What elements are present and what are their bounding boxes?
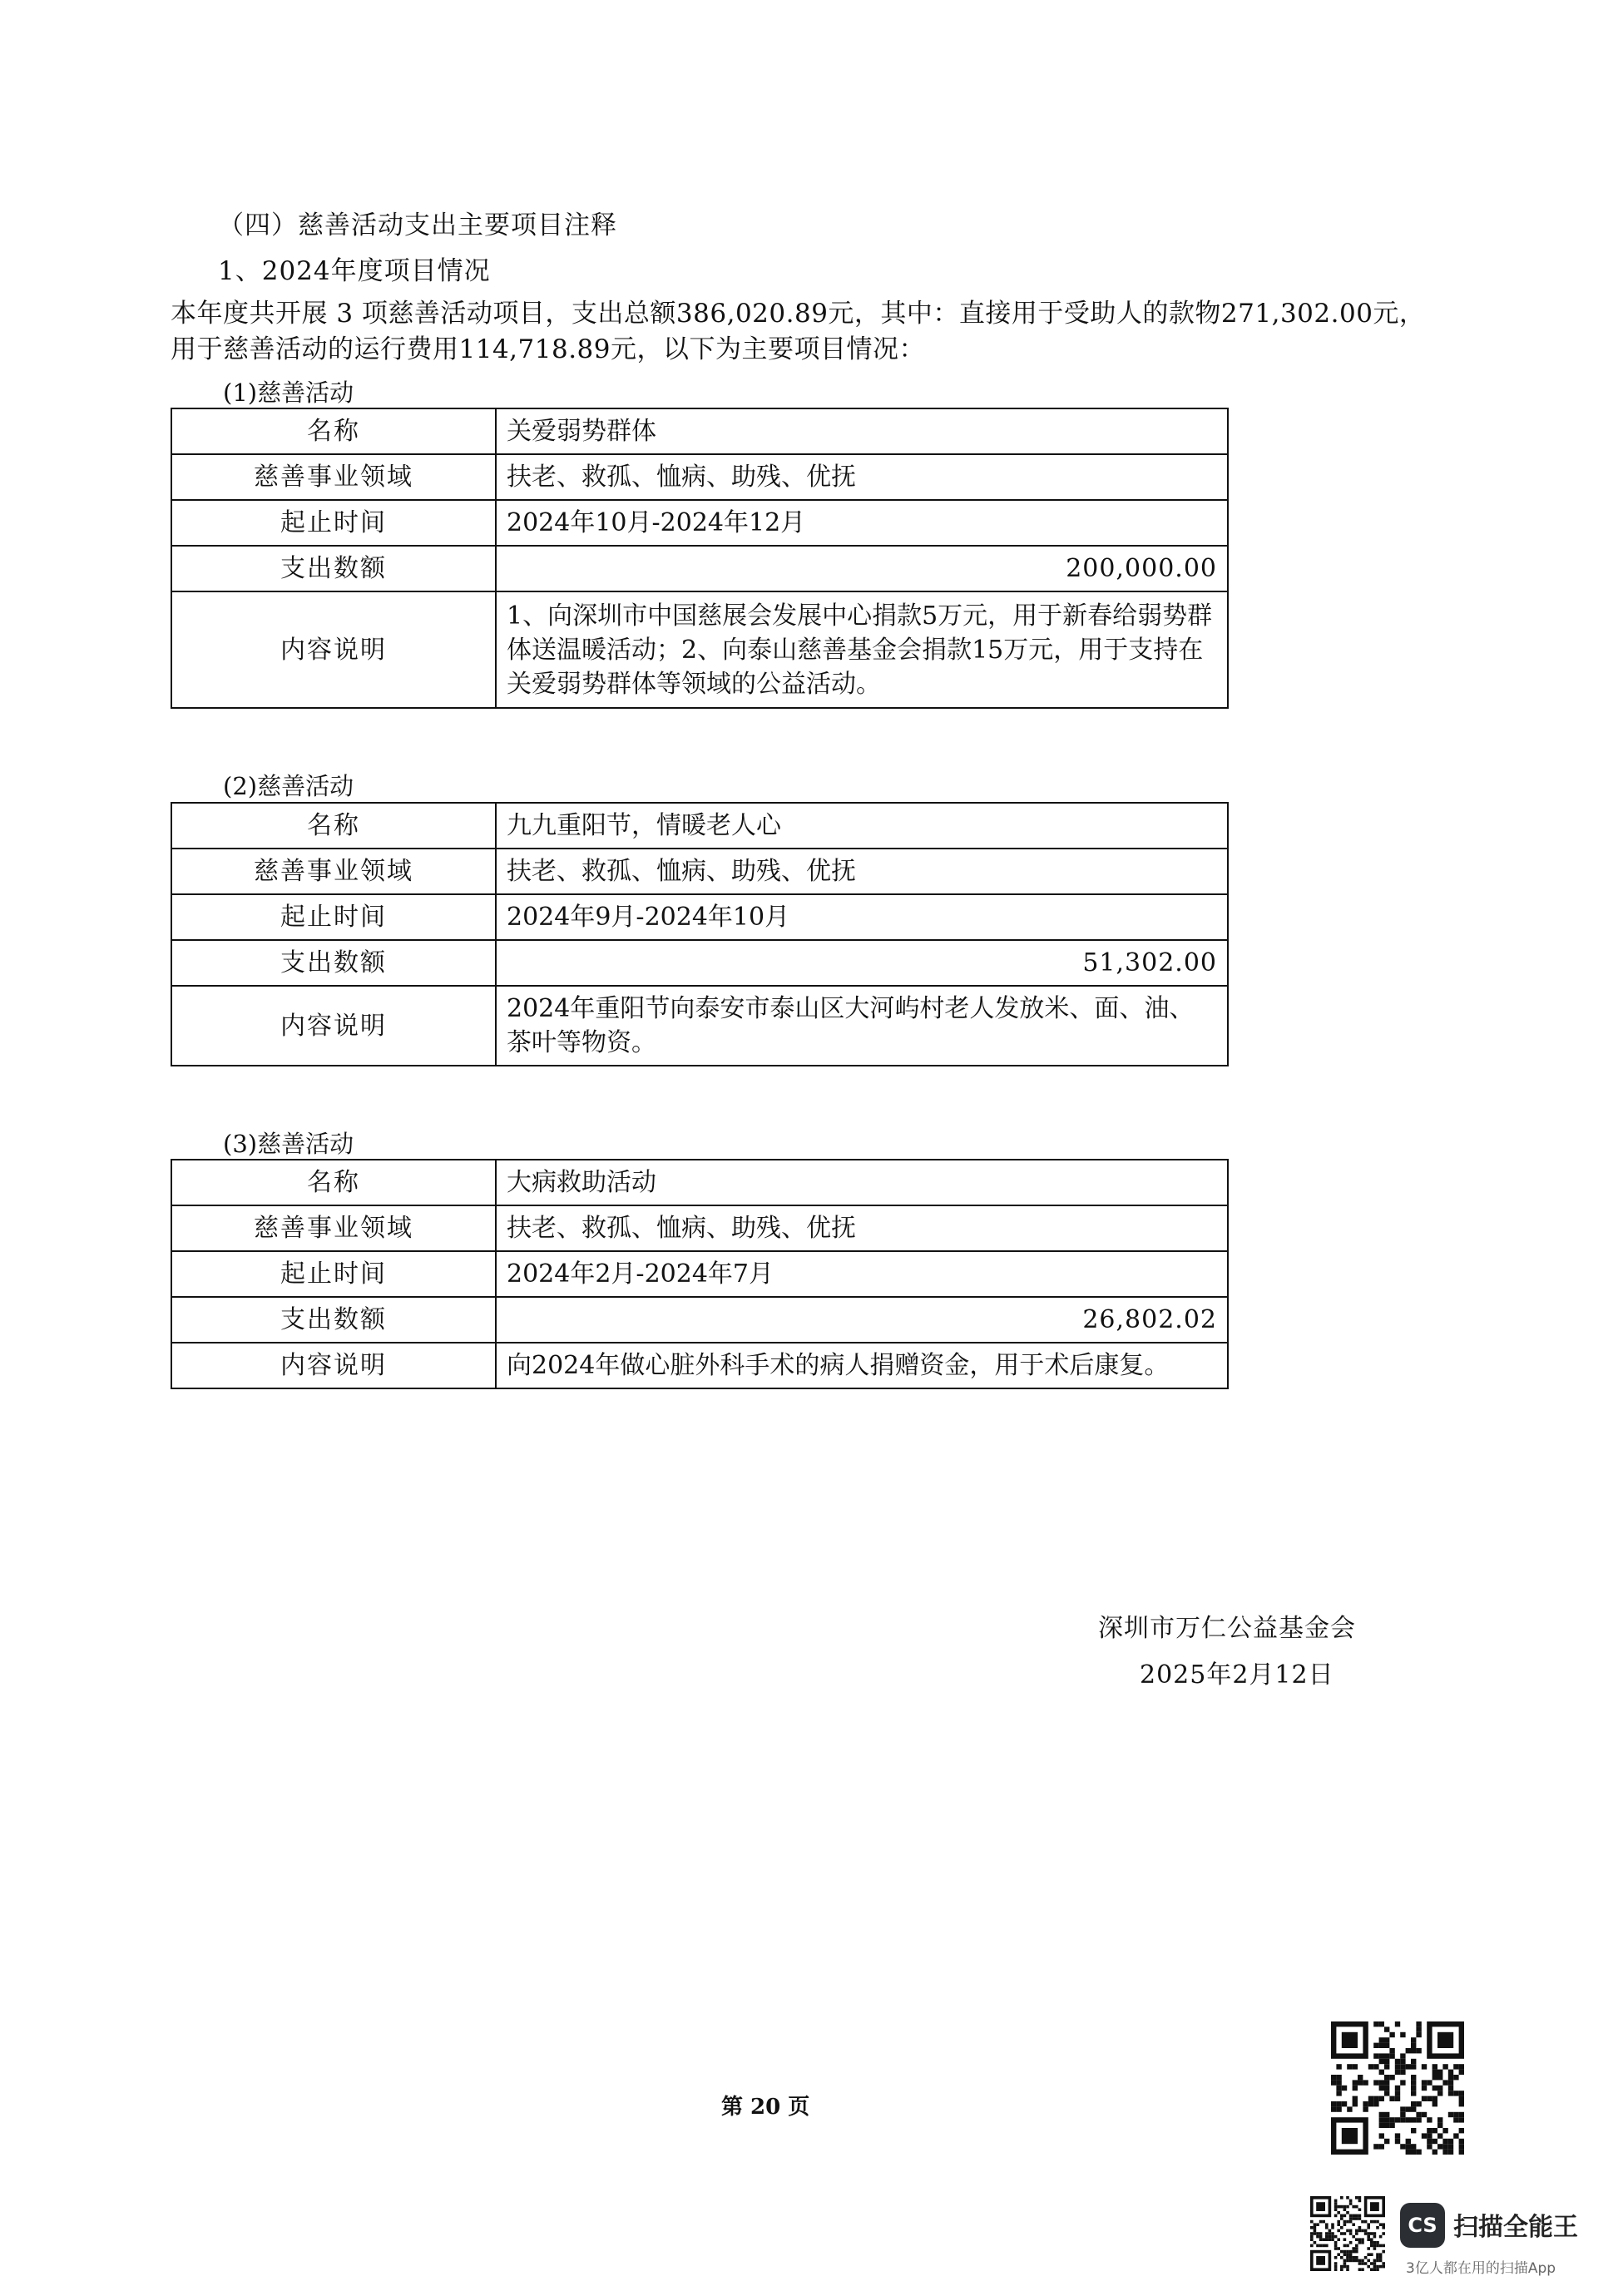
activity-3-field: 扶老、救孤、恤病、助残、优抚 [496,1205,1228,1251]
label-desc: 内容说明 [171,986,496,1066]
table-row [171,546,1228,591]
signature-date: 2025年2月12日 [1140,1660,1334,1690]
activity-2-table [171,802,1229,1066]
label-name: 名称 [171,803,496,849]
scanner-app-subtitle: 3亿人都在用的扫描App [1406,2260,1556,2277]
section-heading: （四）慈善活动支出主要项目注释 [218,210,617,240]
scanner-app-title: 扫描全能王 [1453,2213,1578,2242]
activity-2-field: 扶老、救孤、恤病、助残、优抚 [496,849,1228,894]
label-amount: 支出数额 [171,546,496,591]
label-amount: 支出数额 [171,1297,496,1343]
label-period: 起止时间 [171,894,496,940]
activity-2-desc: 2024年重阳节向泰安市泰山区大河屿村老人发放米、面、油、茶叶等物资。 [496,986,1228,1066]
label-field: 慈善事业领域 [171,1205,496,1251]
intro-line-1: 本年度共开展 3 项慈善活动项目，支出总额386,020.89元，其中：直接用于受助人的款物271,302.00元， [171,299,1426,329]
table-row [171,408,1228,454]
table-row [171,1205,1228,1251]
table-row [171,1160,1228,1205]
table-row [171,591,1228,708]
activity-1-table [171,408,1229,709]
activity-2-heading: (2)慈善活动 [223,772,354,800]
activity-1-desc: 1、向深圳市中国慈展会发展中心捐款5万元，用于新春给弱势群体送温暖活动；2、向泰山慈善基金会捐款15万元，用于支持在关爱弱势群体等领域的公益活动。 [496,591,1228,708]
label-name: 名称 [171,1160,496,1205]
intro-line-2: 用于慈善活动的运行费用114,718.89元，以下为主要项目情况： [171,334,925,364]
table-row [171,803,1228,849]
subheading: 1、2024年度项目情况 [218,256,491,286]
signature-org: 深圳市万仁公益基金会 [1098,1614,1356,1643]
activity-3-desc: 向2024年做心脏外科手术的病人捐赠资金，用于术后康复。 [496,1343,1228,1388]
table-row [171,1251,1228,1297]
qr-code-small [1310,2196,1385,2271]
activity-1-amount: 200,000.00 [496,546,1228,591]
activity-3-name: 大病救助活动 [496,1160,1228,1205]
activity-1-field: 扶老、救孤、恤病、助残、优抚 [496,454,1228,500]
label-field: 慈善事业领域 [171,454,496,500]
label-desc: 内容说明 [171,1343,496,1388]
table-row [171,1343,1228,1388]
table-row [171,986,1228,1066]
table-row [171,500,1228,546]
label-period: 起止时间 [171,1251,496,1297]
table-row [171,454,1228,500]
activity-2-name: 九九重阳节，情暖老人心 [496,803,1228,849]
activity-1-heading: (1)慈善活动 [223,379,354,407]
label-name: 名称 [171,408,496,454]
label-field: 慈善事业领域 [171,849,496,894]
activity-2-amount: 51,302.00 [496,940,1228,986]
activity-3-heading: (3)慈善活动 [223,1130,354,1158]
table-row [171,894,1228,940]
table-row [171,1297,1228,1343]
table-row [171,940,1228,986]
activity-3-period: 2024年2月-2024年7月 [496,1251,1228,1297]
activity-1-name: 关爱弱势群体 [496,408,1228,454]
page-number: 第 20 页 [721,2095,810,2120]
label-desc: 内容说明 [171,591,496,708]
label-period: 起止时间 [171,500,496,546]
activity-2-period: 2024年9月-2024年10月 [496,894,1228,940]
intro-paragraph [171,296,1502,368]
qr-code-large [1331,2021,1464,2155]
table-row [171,849,1228,894]
activity-3-table [171,1159,1229,1389]
activity-1-period: 2024年10月-2024年12月 [496,500,1228,546]
activity-3-amount: 26,802.02 [496,1297,1228,1343]
label-amount: 支出数额 [171,940,496,986]
camscanner-logo: CS [1400,2203,1445,2248]
